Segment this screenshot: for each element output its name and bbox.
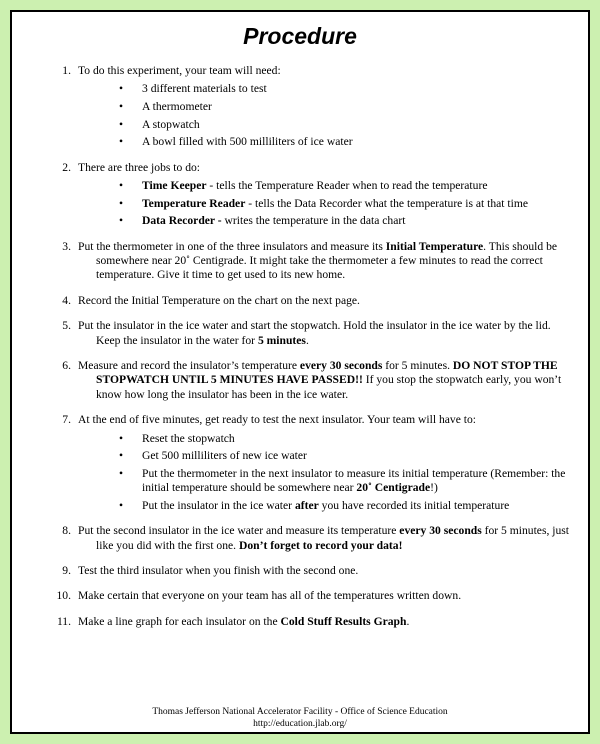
list-item: • Reset the stopwatch [119, 431, 235, 445]
step-9 [12, 564, 572, 578]
list-item [96, 214, 572, 228]
bullet-icon: • [119, 179, 124, 192]
list-item [96, 197, 572, 211]
job-role: Time Keeper [142, 179, 207, 192]
footer-url: http://education.jlab.org/ [253, 719, 347, 729]
step-number: 8. [62, 524, 71, 538]
list-item: • A bowl filled with 500 milliliters of ice water [119, 135, 353, 149]
bullet-icon: • [119, 449, 124, 463]
job-desc: - tells the Temperature Reader when to read the temperature [206, 179, 488, 192]
step-text: Record the Initial Temperature on the chart on the next page. [78, 293, 360, 307]
procedure-page [10, 10, 590, 734]
step-number: 4. [62, 293, 71, 307]
step-number: 10. [56, 589, 71, 603]
list-item: • Put the thermometer in the next insulator to measure its initial temperature (Remember: the initial temperature should be somewhere near 20˚ Centigrade!) [119, 466, 566, 495]
step-2 [12, 161, 572, 229]
step-number: 11. [56, 614, 71, 628]
step-text: At the end of five minutes, get ready to test the next insulator. Your team will have to: [78, 413, 476, 427]
bullet-icon: • [119, 117, 124, 131]
step-1 [12, 64, 572, 150]
job-role: Temperature Reader [142, 196, 246, 210]
list-item: • A stopwatch [119, 117, 200, 131]
bullet-icon: • [119, 431, 124, 445]
job-desc: - tells the Data Recorder what the temperature is at that time [245, 196, 529, 210]
bullet-icon: • [119, 466, 124, 480]
bullet-icon: • [119, 82, 124, 96]
step-number: 6. [62, 359, 71, 373]
list-item: • Get 500 milliliters of new ice water [119, 449, 307, 463]
step-number: 3. [62, 239, 71, 253]
page-footer [12, 706, 588, 730]
jobs-list [96, 179, 572, 229]
step-4 [12, 294, 572, 308]
footer-organization: Thomas Jefferson National Accelerator Facility - Office of Science Education [152, 707, 448, 717]
list-item [96, 179, 572, 193]
list-item: • A thermometer [119, 100, 212, 113]
step-6: 6. Measure and record the insulator’s temperature every 30 seconds for 5 minutes. DO NOT STOP THE STOPWATCH UNTIL 5 MINUTES HAVE PASSED!! If you stop the stopwatch early, you won’t know how long the insulator has been in the ice water. [12, 359, 572, 402]
step-number: 2. [62, 160, 71, 174]
step-7 [12, 413, 572, 513]
step-text: To do this experiment, your team will need: [78, 64, 281, 77]
step-11: 11. Make a line graph for each insulator on the Cold Stuff Results Graph. [12, 615, 572, 629]
step-number: 9. [62, 564, 71, 578]
bullet-icon: • [119, 498, 124, 512]
bullet-icon: • [119, 100, 124, 113]
page-title: Procedure [243, 23, 357, 49]
step-text: There are three jobs to do: [78, 160, 201, 174]
step-8: 8. Put the second insulator in the ice water and measure its temperature every 30 seconds for 5 minutes, just like you did with the first one. Don’t forget to record your data! [12, 524, 572, 553]
step-text: Make certain that everyone on your team has all of the temperatures written down. [78, 589, 462, 603]
team-tasks-list [96, 432, 572, 514]
step-text: Test the third insulator when you finish with the second one. [78, 564, 359, 578]
list-item: • 3 different materials to test [119, 82, 267, 96]
job-role: Data Recorder - [142, 214, 222, 228]
job-desc: writes the temperature in the data chart [221, 214, 406, 228]
step-number: 5. [62, 319, 71, 333]
step-number: 7. [62, 413, 71, 427]
step-number: 1. [62, 64, 71, 77]
materials-list [96, 82, 572, 149]
step-10 [12, 589, 572, 603]
procedure-steps [12, 64, 572, 640]
step-3: 3. Put the thermometer in one of the three insulators and measure its Initial Temperature. This should be somewhere near 20˚ Centigrade. It might take the thermometer a few minutes to read the correct temperature. Give it time to get used to its new home. [12, 240, 572, 283]
bullet-icon: • [119, 196, 124, 210]
bullet-icon: • [119, 135, 124, 149]
bullet-icon: • [119, 214, 124, 228]
list-item: • Put the insulator in the ice water after you have recorded its initial temperature [119, 498, 510, 512]
step-5: 5. Put the insulator in the ice water and start the stopwatch. Hold the insulator in the ice water by the lid. Keep the insulator in the water for 5 minutes. [12, 319, 572, 348]
